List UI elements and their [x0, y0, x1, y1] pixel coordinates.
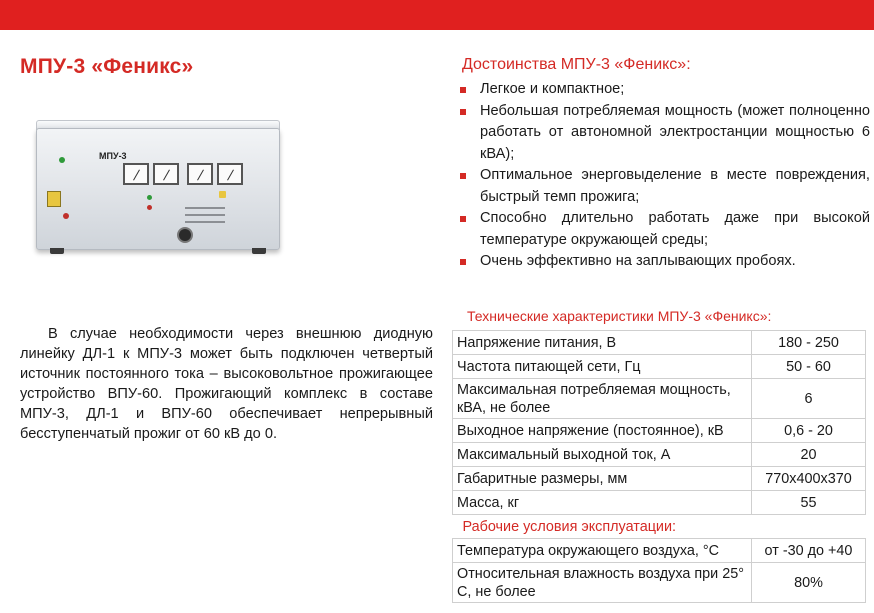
spec-param: Масса, кг: [453, 491, 752, 515]
table-row: [453, 379, 866, 419]
bullet-icon: [460, 109, 466, 115]
table-row: [453, 563, 866, 603]
spec-param: Максимальный выходной ток, А: [453, 443, 752, 467]
spec-param: Частота питающей сети, Гц: [453, 355, 752, 379]
page-title: МПУ-3 «Феникс»: [20, 55, 194, 78]
spec-param: Габаритные размеры, мм: [453, 467, 752, 491]
spec-value: от -30 до +40: [752, 539, 866, 563]
spec-param: Максимальная потребляемая мощность, кВА, не более: [453, 379, 752, 419]
list-item: Способно длительно работать даже при высокой температуре окружающей среды;: [458, 208, 870, 251]
conditions-title: Рабочие условия эксплуатации:: [453, 515, 866, 539]
list-item: Оптимальное энерговыделение в месте повреждения, быстрый темп прожига;: [458, 165, 870, 208]
table-row: [453, 539, 866, 563]
spec-param: Относительная влажность воздуха при 25° С, не более: [453, 563, 752, 603]
spec-value: 770х400х370: [752, 467, 866, 491]
device-foot: [50, 248, 64, 254]
intro-text: В случае необходимости через внешнюю диодную линейку ДЛ-1 к МПУ-3 может быть подключен четвертый источник постоянного тока – высоковольтное прожигающее устройство ВПУ-60. Прожигающий комплекс в составе МПУ-3, ДЛ-1 и ВПУ-60 обеспечивает непрерывный бесступенчатый прожиг от 60 кВ до 0.: [20, 326, 433, 442]
indicator-led-icon: [147, 205, 152, 210]
meter-gauge: [153, 163, 179, 185]
conditions-header-row: [453, 515, 866, 539]
specs-title: Технические характеристики МПУ-3 «Феникс»:: [467, 308, 772, 324]
top-banner: [0, 0, 874, 30]
spec-value: 0,6 - 20: [752, 419, 866, 443]
spec-param: Выходное напряжение (постоянное), кВ: [453, 419, 752, 443]
list-item: Небольшая потребляемая мощность (может полноценно работать от автономной электростанции мощностью 6 кВА);: [458, 101, 870, 166]
regulator-knob-icon: [177, 227, 193, 243]
power-led-icon: [59, 157, 65, 163]
spec-value: 55: [752, 491, 866, 515]
bullet-icon: [460, 173, 466, 179]
list-item: Легкое и компактное;: [458, 79, 870, 101]
device-panel-label: МПУ-3: [99, 151, 127, 161]
advantages-title: Достоинства МПУ-3 «Феникс»:: [462, 56, 691, 73]
meter-gauge: [123, 163, 149, 185]
table-row: [453, 355, 866, 379]
bullet-icon: [460, 216, 466, 222]
bullet-icon: [460, 259, 466, 265]
indicator-led-icon: [63, 213, 69, 219]
mode-button-icon: [219, 191, 226, 198]
table-row: [453, 443, 866, 467]
power-switch: [47, 191, 61, 207]
device-body: [36, 128, 280, 250]
meter-gauge: [187, 163, 213, 185]
spec-value: 80%: [752, 563, 866, 603]
indicator-led-icon: [147, 195, 152, 200]
control-labels: [185, 207, 245, 233]
device-foot: [252, 248, 266, 254]
spec-value: 50 - 60: [752, 355, 866, 379]
specs-table: [452, 330, 866, 603]
advantages-list: [458, 79, 870, 273]
table-row: [453, 419, 866, 443]
table-row: [453, 491, 866, 515]
spec-value: 20: [752, 443, 866, 467]
device-photo: [28, 120, 290, 260]
table-row: [453, 331, 866, 355]
intro-paragraph: [20, 324, 433, 444]
spec-value: 6: [752, 379, 866, 419]
list-item: Очень эффективно на заплывающих пробоях.: [458, 251, 870, 273]
table-row: [453, 467, 866, 491]
meter-gauge: [217, 163, 243, 185]
spec-value: 180 - 250: [752, 331, 866, 355]
spec-param: Температура окружающего воздуха, °С: [453, 539, 752, 563]
bullet-icon: [460, 87, 466, 93]
spec-param: Напряжение питания, В: [453, 331, 752, 355]
